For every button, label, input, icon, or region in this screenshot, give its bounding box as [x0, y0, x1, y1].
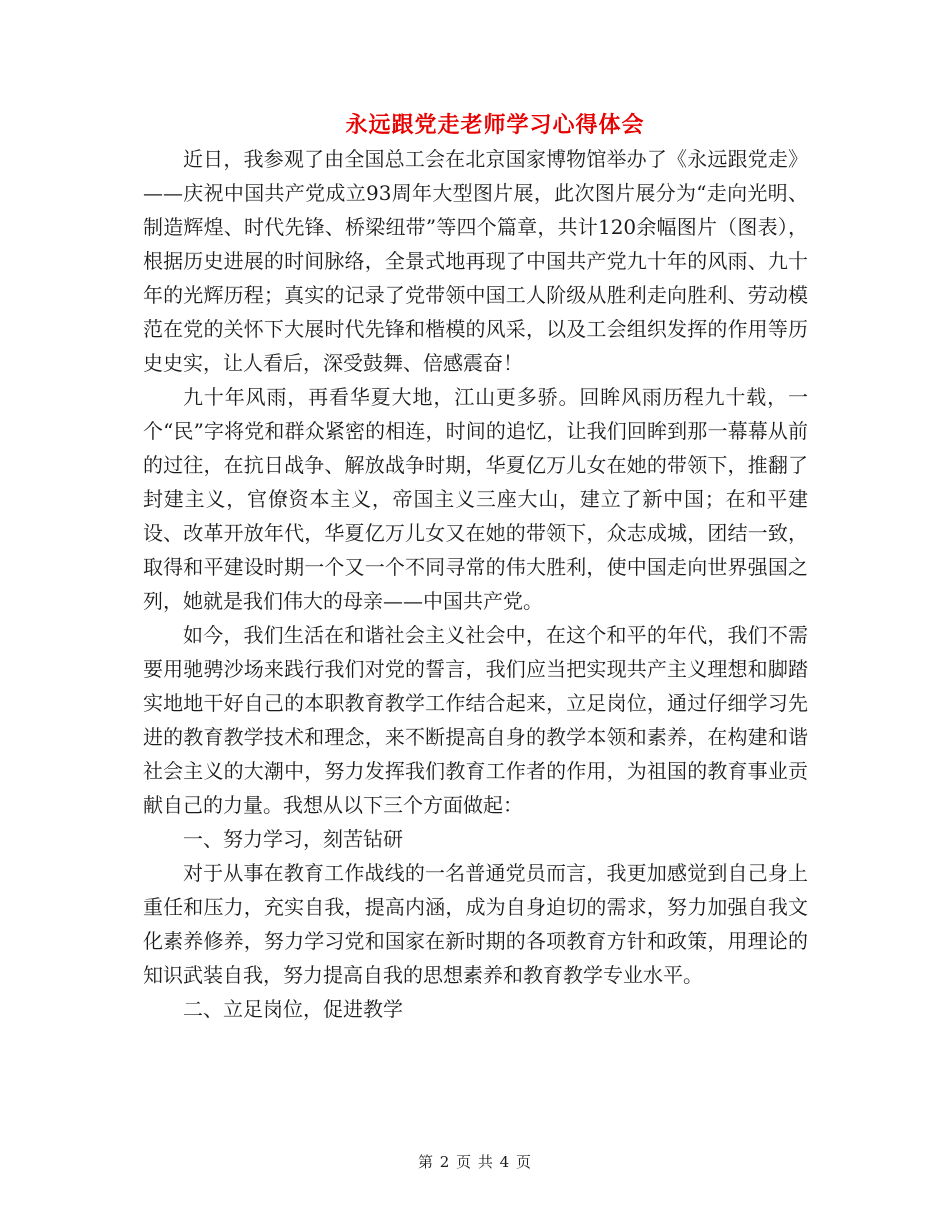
paragraph-exhibition: 近日，我参观了由全国总工会在北京国家博物馆举办了《永远跟党走》——庆祝中国共产党成立93周年大型图片展，此次图片展分为“走向光明、制造辉煌、时代先锋、桥梁纽带”等四个篇章，共计120余幅图片（图表），根据历史进展的时间脉络，全景式地再现了中国共产党九十年的风雨、九十年的光辉历程；真实的记录了党带领中国工人阶级从胜利走向胜利、劳动模范在党的关怀下大展时代先锋和楷模的风采，以及工会组织发挥的作用等历史史实，让人看后，深受鼓舞、倍感震奋！	[143, 147, 808, 375]
section-heading-post: 二、立足岗位，促进教学	[183, 997, 403, 1021]
paragraph-study: 对于从事在教育工作战线的一名普通党员而言，我更加感觉到自己身上重任和压力，充实自我，提高内涵，成为自身迫切的需求，努力加强自我文化素养修养，努力学习党和国家在新时期的各项教育方针和政策，用理论的知识武装自我，努力提高自我的思想素养和教育教学专业水平。	[143, 861, 808, 987]
document-body	[143, 142, 808, 1026]
paragraph-today: 如今，我们生活在和谐社会主义社会中，在这个和平的年代，我们不需要用驰骋沙场来践行我们对党的誓言，我们应当把实现共产主义理想和脚踏实地地干好自己的本职教育教学工作结合起来，立足岗位，通过仔细学习先进的教育教学技术和理念，来不断提高自身的教学本领和素养，在构建和谐社会主义的大潮中，努力发挥我们教育工作者的作用，为祖国的教育事业贡献自己的力量。我想从以下三个方面做起：	[143, 623, 808, 817]
page-footer: 第 2 页 共 4 页	[418, 1153, 532, 1171]
section-heading-study: 一、努力学习，刻苦钻研	[183, 827, 403, 851]
document-title: 永远跟党走老师学习心得体会	[345, 112, 645, 138]
paragraph-ninety-years: 九十年风雨，再看华夏大地，江山更多骄。回眸风雨历程九十载，一个“民”字将党和群众紧密的相连，时间的追忆，让我们回眸到那一幕幕从前的过往，在抗日战争、解放战争时期，华夏亿万儿女在她的带领下，推翻了封建主义，官僚资本主义，帝国主义三座大山，建立了新中国；在和平建设、改革开放年代，华夏亿万儿女又在她的带领下，众志成城，团结一致，取得和平建设时期一个又一个不同寻常的伟大胜利，使中国走向世界强国之列，她就是我们伟大的母亲——中国共产党。	[143, 385, 808, 613]
